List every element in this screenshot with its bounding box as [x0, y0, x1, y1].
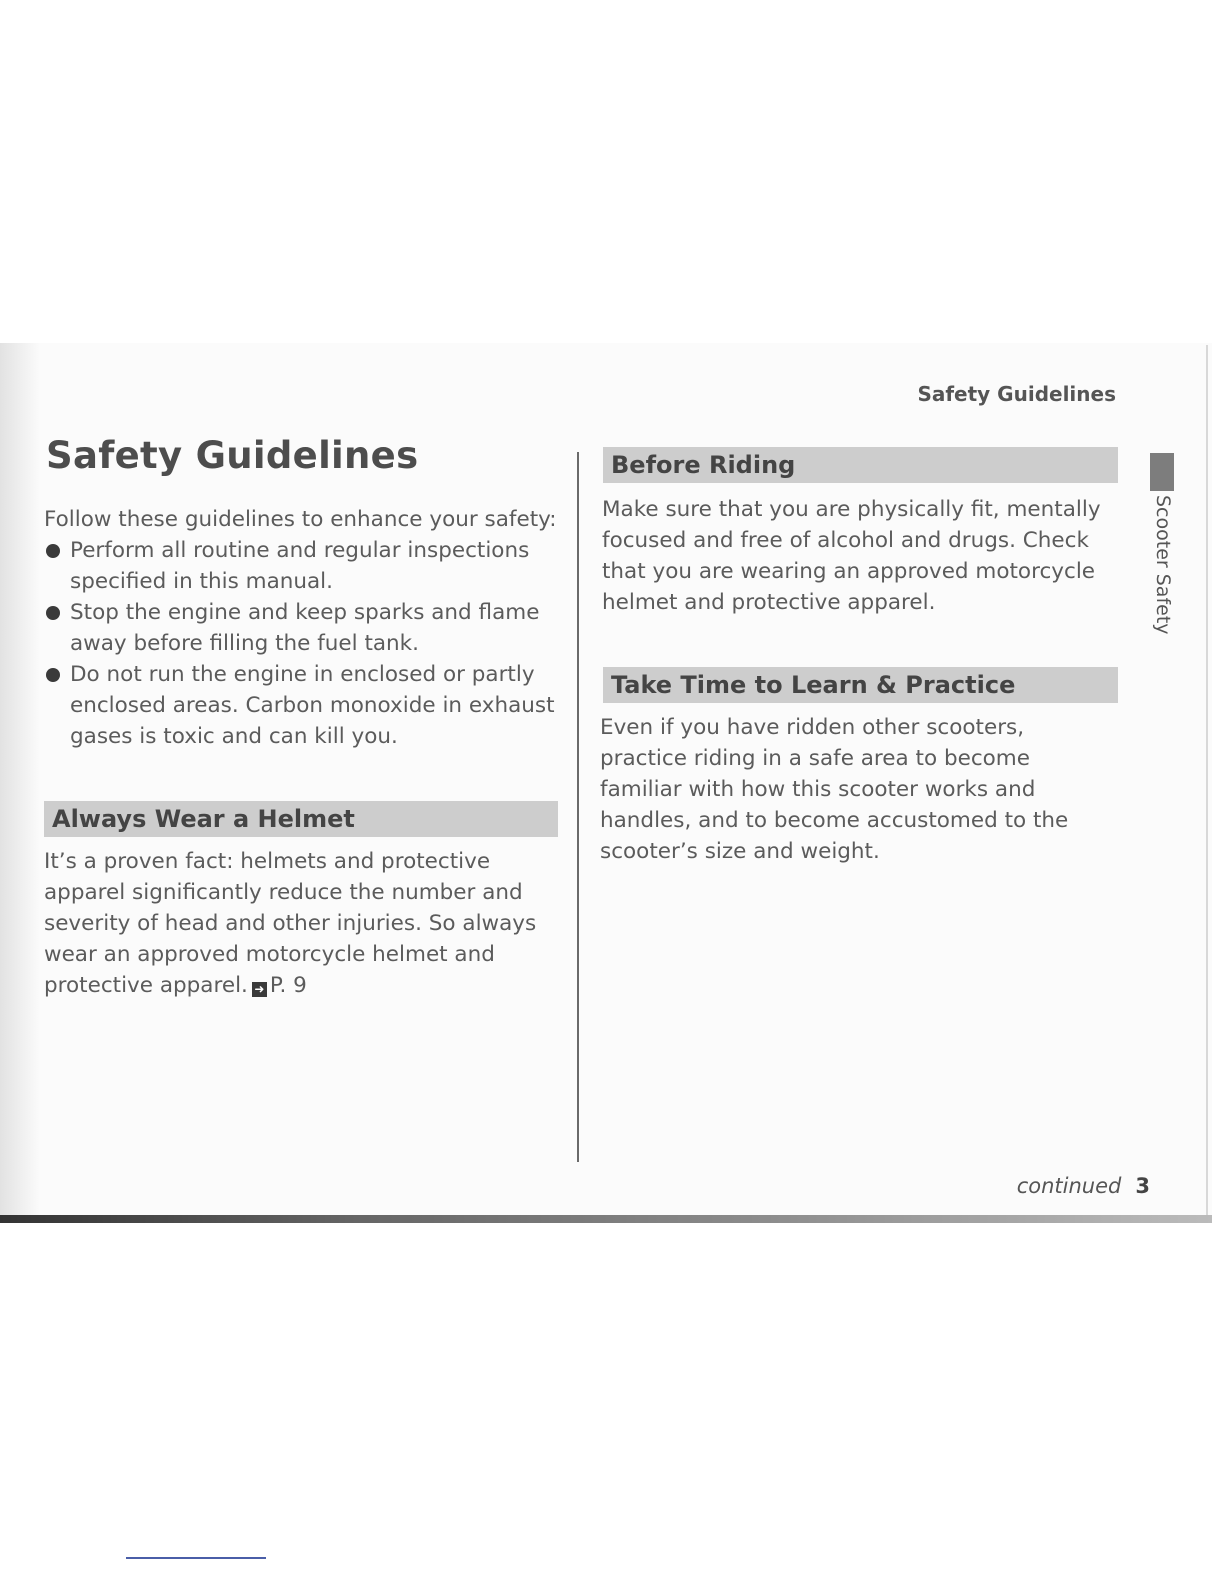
- page-number: 3: [1135, 1174, 1150, 1198]
- chapter-side-label: Scooter Safety: [1152, 495, 1174, 635]
- bullet-text: Do not run the engine in enclosed or partly enclosed areas. Carbon monoxide in exhaust gases is toxic and can kill you.: [70, 662, 555, 749]
- helmet-body-text: It’s a proven fact: helmets and protective apparel significantly reduce the number and severity of head and other injuries. So always wear an approved motorcycle helmet and protective apparel.: [44, 849, 537, 998]
- before-riding-body: Make sure that you are physically fit, mentally focused and free of alcohol and drugs. Check that you are wearing an approved motorcycle helmet and protective apparel.: [602, 497, 1101, 615]
- page-binding-shadow: [0, 343, 40, 1223]
- section-heading-before-riding: Before Riding: [603, 447, 1118, 483]
- intro-text: Follow these guidelines to enhance your safety:: [44, 507, 557, 532]
- helmet-body: [44, 846, 564, 1001]
- bullet-icon: [46, 606, 60, 620]
- list-item: [44, 535, 569, 597]
- scan-artifact-line: [126, 1557, 266, 1559]
- chapter-thumb-tab: [1150, 453, 1174, 491]
- page-reference-arrow-icon: ➜: [252, 982, 267, 997]
- bullet-icon: [46, 668, 60, 682]
- page-title: Safety Guidelines: [46, 434, 419, 477]
- continued-label: continued: [1016, 1174, 1122, 1198]
- page-bottom-edge: [0, 1215, 1212, 1223]
- safety-bullet-list: [44, 535, 569, 752]
- list-item: [44, 659, 569, 752]
- bullet-icon: [46, 544, 60, 558]
- section-heading-practice: Take Time to Learn & Practice: [603, 667, 1118, 703]
- running-head: Safety Guidelines: [917, 382, 1116, 406]
- page-reference-link[interactable]: P. 9: [269, 973, 307, 998]
- page-right-edge: [1206, 345, 1208, 1220]
- section-heading-helmet: Always Wear a Helmet: [44, 801, 558, 837]
- list-item: [44, 597, 569, 659]
- practice-body: Even if you have ridden other scooters, practice riding in a safe area to become familiar with how this scooter works and handles, and to become accustomed to the scooter’s size and weight.: [600, 715, 1069, 864]
- bullet-text: Perform all routine and regular inspections specified in this manual.: [70, 538, 530, 594]
- bullet-text: Stop the engine and keep sparks and flame away before filling the fuel tank.: [70, 600, 540, 656]
- column-divider: [577, 452, 579, 1162]
- page-footer: [960, 1174, 1150, 1198]
